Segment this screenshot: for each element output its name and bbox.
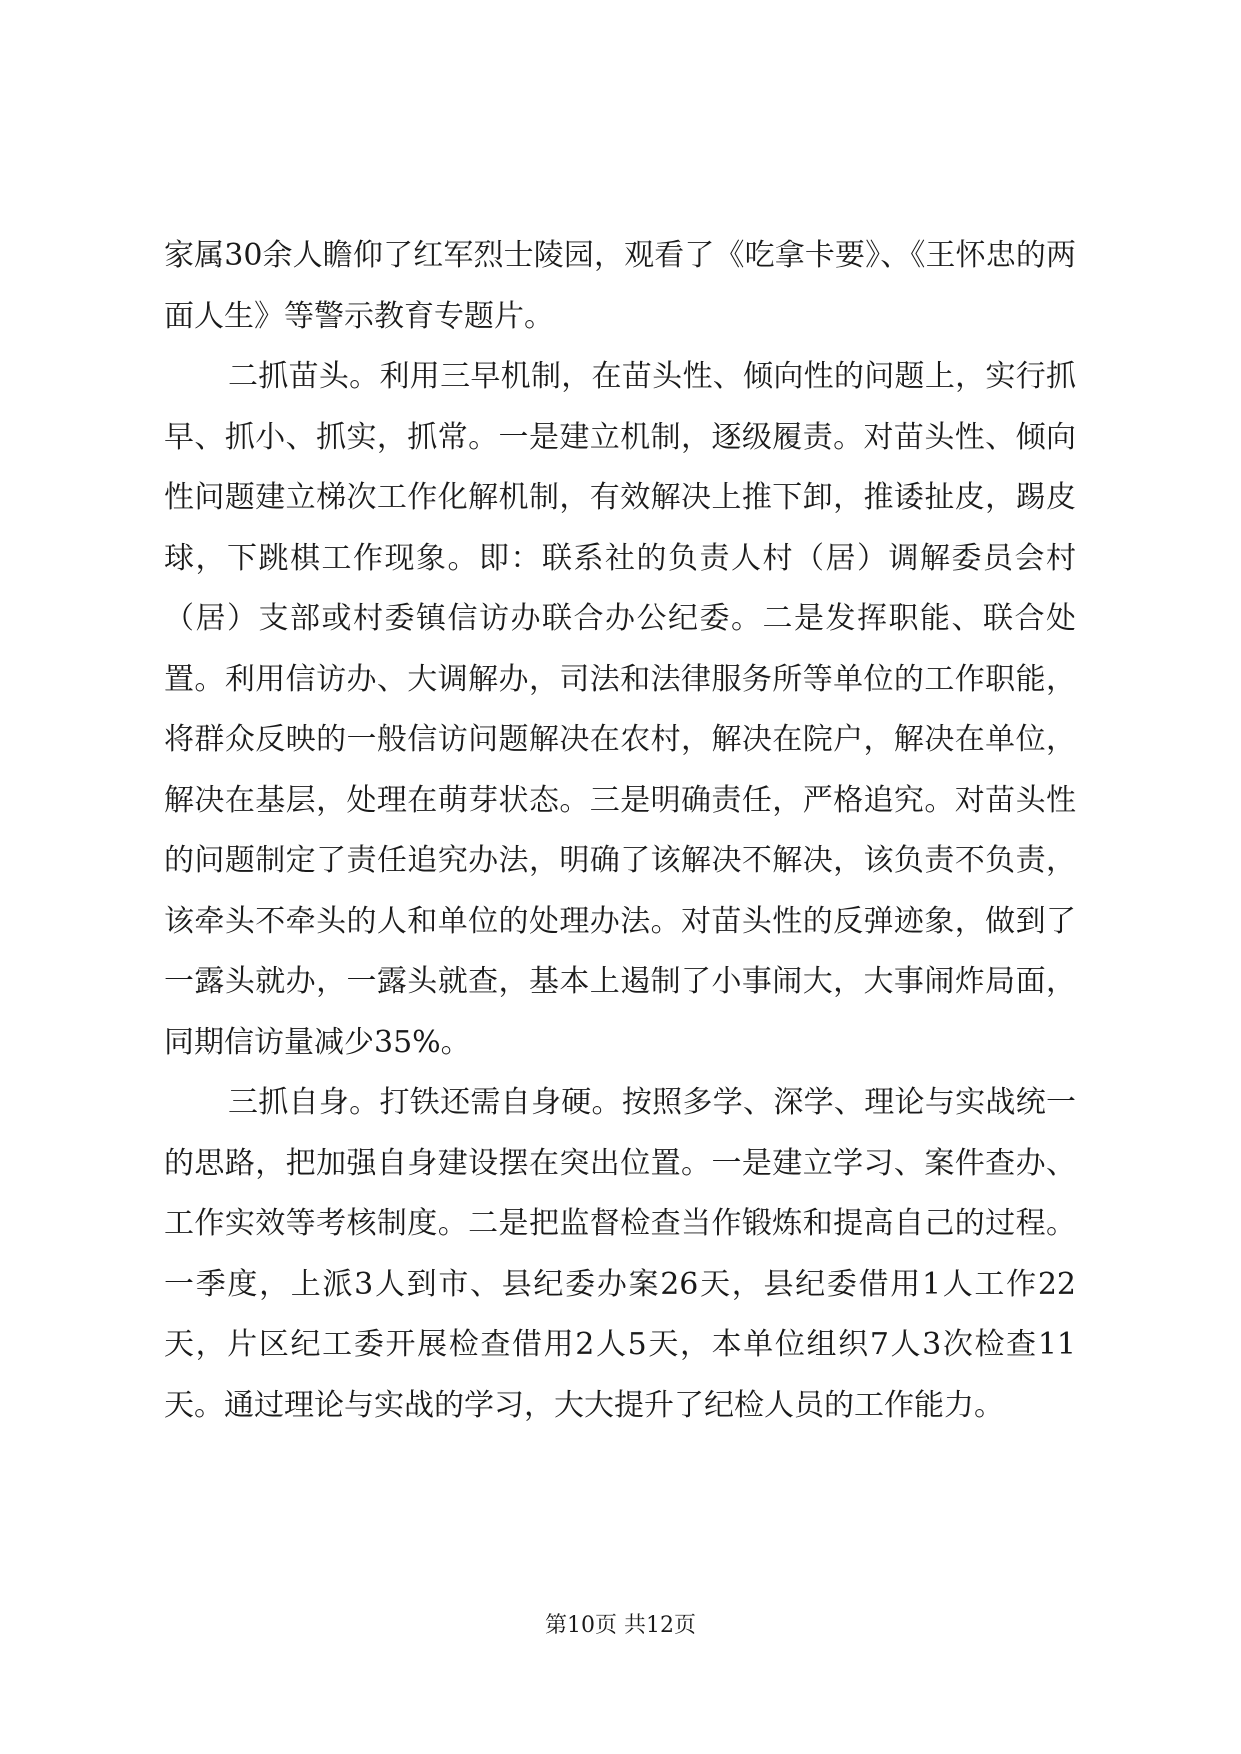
paragraph-3: 三抓自身。打铁还需自身硬。按照多学、深学、理论与实战统一的思路，把加强自身建设摆在突出位置。一是建立学习、案件查办、工作实效等考核制度。二是把监督检查当作锻炼和提高自己的过程。一季度，上派3人到市、县纪委办案26天，县纪委借用1人工作22天，片区纪工委开展检查借用2人5天，本单位组织7人3次检查11天。通过理论与实战的学习，大大提升了纪检人员的工作能力。 xyxy=(164,1085,1076,1423)
page-footer xyxy=(0,1608,1241,1639)
document-body xyxy=(164,226,1076,1436)
paragraph-1: 家属30余人瞻仰了红军烈士陵园，观看了《吃拿卡要》、《王怀忠的两面人生》等警示教育专题片。 xyxy=(164,238,1076,334)
paragraph-2: 二抓苗头。利用三早机制，在苗头性、倾向性的问题上，实行抓早、抓小、抓实，抓常。一是建立机制，逐级履责。对苗头性、倾向性问题建立梯次工作化解机制，有效解决上推下卸，推诿扯皮，踢皮球，下跳棋工作现象。即：联系社的负责人村（居）调解委员会村（居）支部或村委镇信访办联合办公纪委。二是发挥职能、联合处置。利用信访办、大调解办，司法和法律服务所等单位的工作职能，将群众反映的一般信访问题解决在农村，解决在院户，解决在单位，解决在基层，处理在萌芽状态。三是明确责任，严格追究。对苗头性的问题制定了责任追究办法，明确了该解决不解决，该负责不负责，该牵头不牵头的人和单位的处理办法。对苗头性的反弹迹象，做到了一露头就办，一露头就查，基本上遏制了小事闹大，大事闹炸局面，同期信访量减少35%。 xyxy=(164,359,1076,1060)
page-number-label: 第10页 共12页 xyxy=(545,1613,696,1638)
